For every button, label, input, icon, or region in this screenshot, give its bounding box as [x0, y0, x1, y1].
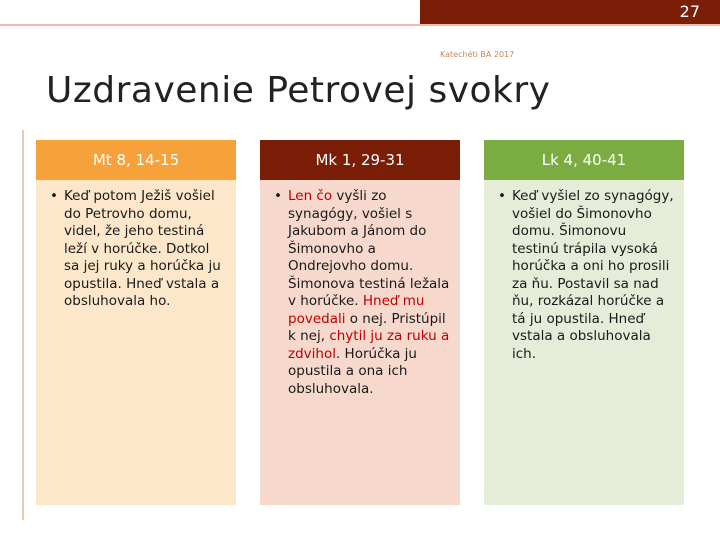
subheader: Katechéti BA 2017: [440, 50, 515, 59]
column-body: [484, 180, 684, 505]
bullet-text: [288, 188, 450, 398]
column-matthew: [36, 140, 236, 505]
text-segment: Keď vyšiel zo synagógy, vošiel do Šimonovho domu. Šimonovu testinú trápila vysoká horúčka a oni ho prosili za ňu. Postavil sa nad ňu, rozkázal horúčke a tá ju opustila. Hneď vstala a obsluhovala ich.: [512, 188, 674, 362]
column-heading: Mt 8, 14-15: [36, 140, 236, 180]
bullet-icon: •: [274, 188, 282, 204]
column-body: [260, 180, 460, 505]
highlighted-text: chytil ju za ruku a zdvihol: [288, 328, 450, 362]
column-heading: Mk 1, 29-31: [260, 140, 460, 180]
text-segment: . Horúčka ju opustila a ona ich obsluhovala.: [288, 345, 417, 397]
text-segment: o nej. Pristúpil k nej,: [288, 310, 446, 344]
column-heading: Lk 4, 40-41: [484, 140, 684, 180]
bullet-item: [50, 188, 226, 311]
bullet-item: [274, 188, 450, 398]
column-mark: [260, 140, 460, 505]
bullet-icon: •: [498, 188, 506, 204]
bullet-item: [498, 188, 674, 363]
bullet-text: [64, 188, 226, 311]
column-luke: [484, 140, 684, 505]
highlighted-text: Hneď mu povedali: [288, 293, 425, 327]
column-body: [36, 180, 236, 505]
page-title: Uzdravenie Petrovej svokry: [46, 70, 551, 111]
top-bar-accent: [420, 0, 720, 24]
text-segment: vyšli zo synagógy, vošiel s Jakubom a Jánom do Šimonovho a Ondrejovho domu. Šimonova testiná ležala v horúčke.: [288, 188, 450, 309]
bullet-text: [512, 188, 674, 363]
top-rule: [0, 24, 720, 26]
left-rule: [22, 130, 24, 520]
text-segment: Keď potom Ježiš vošiel do Petrovho domu, videl, že jeho testiná leží v horúčke. Dotkol sa jej ruky a horúčka ju opustila. Hneď vstala a obsluhovala ho.: [64, 188, 221, 309]
bullet-icon: •: [50, 188, 58, 204]
page-number: 27: [679, 2, 700, 21]
highlighted-text: Len čo: [288, 188, 333, 204]
